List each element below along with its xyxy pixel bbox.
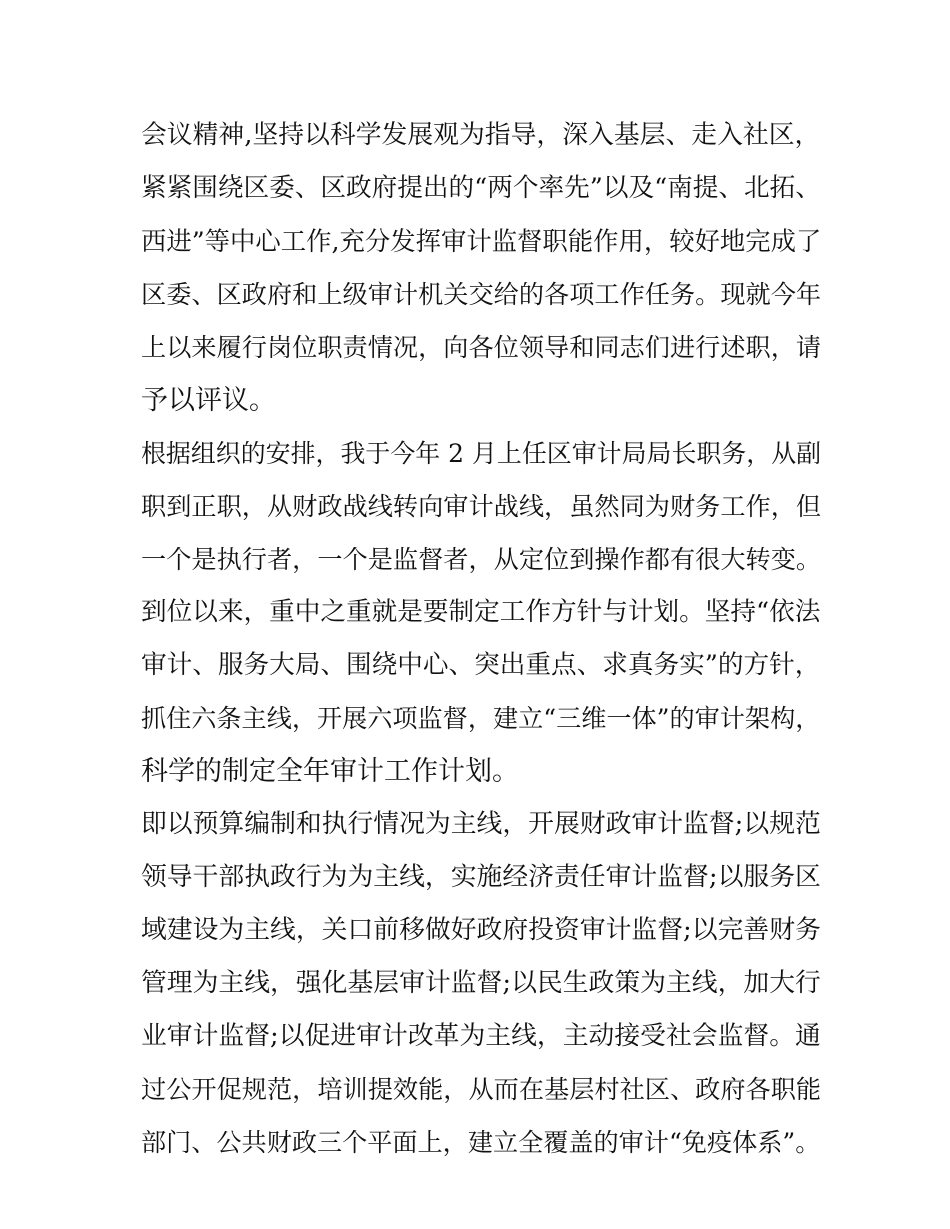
text-line: 部门、公共财政三个平面上，建立全覆盖的审计“免疫体系”。 bbox=[141, 1128, 821, 1157]
text-line: 到位以来，重中之重就是要制定工作方针与计划。坚持“依法 bbox=[141, 597, 821, 627]
text-line: 西进”等中心工作,充分发挥审计监督职能作用，较好地完成了 bbox=[141, 226, 822, 256]
text-line: 职到正职，从财政战线转向审计战线，虽然同为财务工作，但 bbox=[141, 492, 822, 521]
body-text bbox=[141, 109, 821, 1169]
text-line: 区委、区政府和上级审计机关交给的各项工作任务。现就今年 bbox=[141, 280, 822, 309]
text-line: 抓住六条主线，开展六项监督，建立“三维一体”的审计架构， bbox=[141, 704, 821, 733]
text-line: 紧紧围绕区委、区政府提出的“两个率先”以及“南提、北拓、 bbox=[141, 173, 821, 203]
text-line: 根据组织的安排，我于今年 2 月上任区审计局局长职务，从副 bbox=[141, 439, 822, 468]
text-line: 过公开促规范，培训提效能，从而在基层村社区、政府各职能 bbox=[141, 1075, 822, 1104]
text-line: 会议精神,坚持以科学发展观为指导，深入基层、走入社区， bbox=[141, 120, 821, 150]
text-line: 科学的制定全年审计工作计划。 bbox=[141, 756, 519, 787]
text-line: 即以预算编制和执行情况为主线，开展财政审计监督;以规范 bbox=[141, 809, 821, 839]
text-line: 上以来履行岗位职责情况，向各位领导和同志们进行述职，请 bbox=[141, 333, 822, 362]
text-line: 审计、服务大局、围绕中心、突出重点、求真务实”的方针， bbox=[141, 650, 821, 680]
text-line: 域建设为主线，关口前移做好政府投资审计监督;以完善财务 bbox=[141, 915, 821, 945]
text-line: 予以评议。 bbox=[141, 385, 276, 416]
text-line: 领导干部执政行为为主线，实施经济责任审计监督;以服务区 bbox=[141, 862, 821, 892]
text-line: 管理为主线，强化基层审计监督;以民生政策为主线，加大行 bbox=[141, 968, 821, 998]
text-line: 一个是执行者，一个是监督者，从定位到操作都有很大转变。 bbox=[141, 545, 822, 574]
text-line: 业审计监督;以促进审计改革为主线，主动接受社会监督。通 bbox=[141, 1021, 821, 1051]
